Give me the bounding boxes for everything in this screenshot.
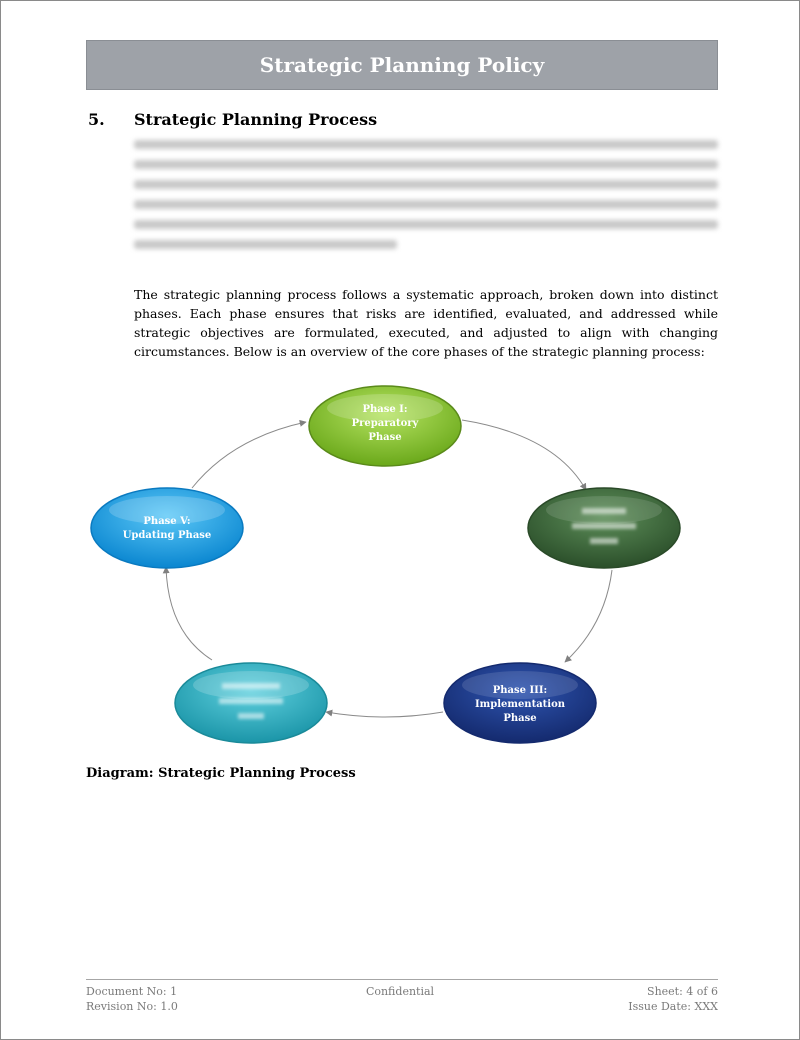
phase-5-node: [91, 488, 243, 568]
diagram-caption: Diagram: Strategic Planning Process: [86, 766, 356, 781]
footer-divider: [86, 979, 718, 980]
phase-1-node: [309, 386, 461, 466]
phase-3-line2: Implementation: [474, 699, 566, 710]
arrow-2-to-3: [565, 570, 612, 662]
page-title: Strategic Planning Policy: [259, 53, 545, 77]
phase-1-line1: Phase I:: [362, 404, 408, 415]
phase-1-line3: Phase: [368, 432, 402, 443]
document-number: Document No: 1: [86, 985, 178, 998]
phase-5-line1: Phase V:: [143, 516, 191, 527]
issue-date: Issue Date: XXX: [628, 1000, 718, 1013]
section-number: 5.: [88, 110, 105, 129]
header-bar: [86, 40, 718, 90]
phase-4-node: [175, 663, 327, 743]
section-title: Strategic Planning Process: [134, 110, 378, 129]
phase-3-node: [444, 663, 596, 743]
revision-number: Revision No: 1.0: [86, 1000, 178, 1013]
arrow-3-to-4: [326, 712, 443, 717]
sheet-number: Sheet: 4 of 6: [647, 985, 718, 998]
arrow-1-to-2: [462, 420, 586, 490]
phase-5-line2: Updating Phase: [122, 530, 212, 541]
footer-right: [628, 984, 718, 1014]
phase-3-line3: Phase: [503, 713, 537, 724]
blurred-paragraph: [134, 140, 718, 252]
footer-confidential: Confidential: [365, 985, 435, 998]
arrow-4-to-5: [166, 567, 212, 660]
phase-3-line1: Phase III:: [492, 685, 548, 696]
process-diagram: [0, 370, 800, 760]
intro-paragraph: The strategic planning process follows a systematic approach, broken down into distinct phases. Each phase ensures that risks are identified, evaluated, and addressed while strategic objectives are formulated, executed, and adjusted to align with changing circumstances. Below is an overview of the core phases of the strategic planning process:: [134, 287, 718, 359]
phase-1-line2: Preparatory: [351, 418, 419, 429]
phase-2-node: [528, 488, 680, 568]
arrow-5-to-1: [192, 422, 306, 488]
